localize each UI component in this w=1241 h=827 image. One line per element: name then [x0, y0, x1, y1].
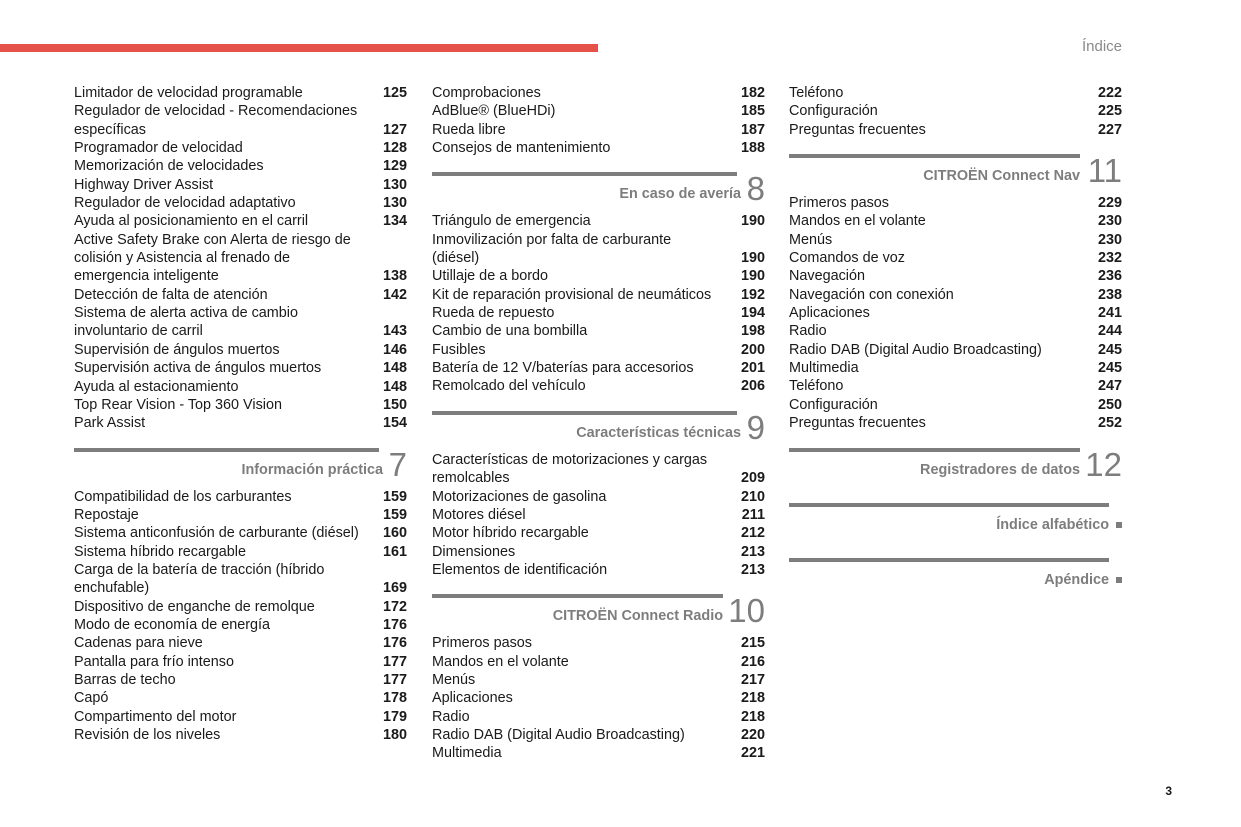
toc-entry-page: 238: [1097, 286, 1122, 303]
toc-entry[interactable]: [432, 84, 765, 102]
toc-entry[interactable]: [432, 653, 765, 671]
section-rule: [789, 558, 1109, 562]
toc-entry[interactable]: [789, 249, 1122, 267]
toc-entry-page: 177: [382, 653, 407, 670]
toc-entry-page: 217: [740, 671, 765, 688]
toc-entry-page: 128: [382, 140, 407, 157]
toc-entry-page: 192: [740, 286, 765, 303]
toc-entry[interactable]: [74, 561, 407, 598]
toc-entry-title: Motores diésel: [432, 506, 526, 523]
toc-entry[interactable]: [74, 341, 407, 359]
square-bullet-icon: [1116, 522, 1122, 528]
toc-entry[interactable]: [74, 194, 407, 212]
toc-entry[interactable]: [432, 506, 765, 524]
toc-entry[interactable]: [74, 634, 407, 652]
toc-entry[interactable]: [74, 598, 407, 616]
toc-entry[interactable]: [789, 341, 1122, 359]
toc-entry-title: Elementos de identificación: [432, 561, 608, 578]
toc-entry-title: Revisión de los niveles: [74, 727, 221, 743]
toc-entry-title: Capó: [74, 690, 109, 707]
section-rule: [789, 154, 1080, 158]
section-rule: [432, 411, 737, 415]
toc-entry[interactable]: [789, 396, 1122, 414]
toc-entry-page: 190: [740, 250, 765, 267]
toc-entry-title: Park Assist: [74, 415, 146, 432]
toc-entry-page: 159: [382, 488, 407, 505]
toc-entry-page: 216: [740, 653, 765, 670]
toc-entry[interactable]: [432, 689, 765, 707]
toc-entry[interactable]: [432, 359, 765, 377]
toc-entry[interactable]: [789, 84, 1122, 102]
toc-entry-title: Navegación con conexión: [789, 286, 954, 303]
toc-entry[interactable]: [74, 524, 407, 542]
toc-entry[interactable]: [74, 176, 407, 194]
toc-entry-title: Repostaje: [74, 506, 139, 523]
section-number: 11: [1087, 152, 1122, 190]
section-number: 12: [1085, 445, 1122, 483]
toc-list: [789, 194, 1122, 432]
section-header-7[interactable]: [74, 433, 407, 488]
toc-entry-page: 245: [1097, 341, 1122, 358]
toc-entry-title: Teléfono: [789, 378, 844, 395]
section-title[interactable]: En caso de avería: [619, 186, 741, 203]
toc-entry[interactable]: [432, 267, 765, 285]
toc-entry-title: Sistema anticonfusión de carburante (diésel): [74, 525, 359, 542]
toc-entry-title: Rueda de repuesto: [432, 305, 555, 322]
toc-entry-page: 194: [740, 305, 765, 322]
toc-entry-page: 222: [1097, 85, 1122, 101]
toc-entry[interactable]: [74, 414, 407, 432]
toc-entry[interactable]: [74, 653, 407, 671]
toc-list: [74, 488, 407, 745]
toc-entry-title: Multimedia: [789, 360, 859, 377]
toc-entry-page: 201: [740, 360, 765, 377]
toc-list: [789, 84, 1122, 139]
toc-entry-page: 129: [382, 158, 407, 175]
toc-column-1: [74, 84, 407, 744]
toc-entry[interactable]: [74, 304, 407, 341]
toc-entry-title: Sistema de alerta activa de cambio involuntario de carril: [74, 305, 298, 340]
toc-entry-title: Preguntas frecuentes: [789, 121, 926, 138]
toc-entry[interactable]: [432, 543, 765, 561]
toc-entry-title: Remolcado del vehículo: [432, 378, 586, 395]
toc-entry-title: Primeros pasos: [789, 195, 889, 212]
toc-entry-title: Rueda libre: [432, 121, 506, 138]
toc-entry-page: 209: [740, 470, 765, 487]
toc-entry[interactable]: [432, 708, 765, 726]
toc-entry-page: 218: [740, 690, 765, 707]
section-number: 9: [746, 408, 765, 446]
section-header-10[interactable]: [432, 579, 765, 634]
toc-entry-page: 160: [382, 525, 407, 542]
toc-entry[interactable]: [789, 322, 1122, 340]
toc-entry[interactable]: [432, 671, 765, 689]
toc-entry-title: Cadenas para nieve: [74, 635, 203, 652]
toc-entry-title: AdBlue® (BlueHDi): [432, 103, 556, 120]
toc-entry[interactable]: [74, 378, 407, 396]
toc-entry-title: Memorización de velocidades: [74, 158, 264, 175]
toc-entry-title: Ayuda al estacionamiento: [74, 378, 239, 395]
toc-entry-page: 187: [740, 121, 765, 138]
section-title[interactable]: Apéndice: [1044, 571, 1109, 588]
toc-entry[interactable]: [432, 341, 765, 359]
toc-entry[interactable]: [432, 304, 765, 322]
section-rule: [789, 448, 1080, 452]
section-number: 10: [728, 592, 765, 630]
toc-entry-page: 252: [1097, 415, 1122, 432]
section-number: 7: [388, 445, 407, 483]
toc-entry-title: Navegación: [789, 268, 866, 285]
square-bullet-icon: [1116, 577, 1122, 583]
toc-entry-page: 227: [1097, 121, 1122, 138]
toc-entry-page: 178: [382, 690, 407, 707]
toc-entry-page: 172: [382, 598, 407, 615]
toc-entry-page: 150: [382, 396, 407, 413]
toc-entry[interactable]: [74, 139, 407, 157]
toc-entry-title: Aplicaciones: [789, 305, 870, 322]
toc-entry-page: 182: [740, 85, 765, 101]
toc-entry-page: 229: [1097, 195, 1122, 212]
toc-entry-page: 221: [740, 745, 765, 762]
toc-entry-title: Triángulo de emergencia: [432, 213, 591, 230]
toc-entry[interactable]: [432, 102, 765, 120]
toc-entry[interactable]: [432, 451, 765, 488]
toc-entry-title: Barras de techo: [74, 671, 176, 688]
toc-list: [432, 634, 765, 762]
toc-entry-page: 244: [1097, 323, 1122, 340]
toc-entry-title: Batería de 12 V/baterías para accesorios: [432, 360, 694, 377]
section-title[interactable]: Características técnicas: [576, 424, 741, 441]
toc-entry-title: Comprobaciones: [432, 85, 541, 101]
toc-entry[interactable]: [74, 506, 407, 524]
section-rule: [789, 503, 1109, 507]
toc-entry-title: Fusibles: [432, 341, 486, 358]
toc-entry-page: 247: [1097, 378, 1122, 395]
toc-entry-title: Inmovilización por falta de carburante (diésel): [432, 231, 672, 267]
toc-entry-title: Supervisión de ángulos muertos: [74, 341, 280, 358]
toc-entry-page: 146: [382, 341, 407, 358]
toc-entry-title: Regulador de velocidad - Recomendaciones específicas: [74, 103, 358, 138]
toc-entry-page: 130: [382, 195, 407, 212]
toc-entry-page: 190: [740, 268, 765, 285]
toc-entry[interactable]: [74, 231, 407, 286]
toc-list: [432, 212, 765, 395]
toc-entry-title: Detección de falta de atención: [74, 286, 268, 303]
toc-entry-page: 130: [382, 176, 407, 193]
toc-entry-page: 179: [382, 708, 407, 725]
toc-entry-title: Pantalla para frío intenso: [74, 653, 234, 670]
toc-entry[interactable]: [789, 267, 1122, 285]
toc-entry-title: Radio: [432, 708, 470, 725]
toc-entry-title: Radio: [789, 323, 827, 340]
toc-entry-title: Radio DAB (Digital Audio Broadcasting): [789, 341, 1042, 358]
section-rule: [74, 448, 379, 452]
toc-entry-page: 138: [382, 268, 407, 285]
toc-entry-title: Preguntas frecuentes: [789, 415, 926, 432]
section-rule: [432, 594, 723, 598]
toc-entry-title: Dispositivo de enganche de remolque: [74, 598, 315, 615]
toc-entry-title: Mandos en el volante: [432, 653, 569, 670]
toc-entry-page: 198: [740, 323, 765, 340]
toc-entry-title: Utillaje de a bordo: [432, 268, 548, 285]
toc-entry[interactable]: [74, 212, 407, 230]
toc-entry-title: Kit de reparación provisional de neumáticos: [432, 286, 712, 303]
toc-entry-page: 148: [382, 360, 407, 377]
toc-entry[interactable]: [74, 616, 407, 634]
toc-entry-page: 236: [1097, 268, 1122, 285]
toc-entry-page: 232: [1097, 250, 1122, 267]
section-title[interactable]: Información práctica: [241, 461, 383, 478]
toc-entry[interactable]: [432, 634, 765, 652]
toc-entry-title: Modo de economía de energía: [74, 616, 271, 633]
toc-entry-title: Active Safety Brake con Alerta de riesgo de colisión y Asistencia al frenado de emergencia inteligente: [74, 231, 351, 285]
toc-entry-title: Sistema híbrido recargable: [74, 543, 246, 560]
toc-entry-page: 230: [1097, 231, 1122, 248]
toc-entry[interactable]: [789, 231, 1122, 249]
header-accent-bar: [0, 44, 598, 52]
toc-entry-page: 230: [1097, 213, 1122, 230]
toc-entry-page: 213: [740, 561, 765, 578]
toc-entry[interactable]: [432, 744, 765, 762]
toc-entry[interactable]: [74, 543, 407, 561]
toc-entry[interactable]: [74, 396, 407, 414]
toc-entry-page: 245: [1097, 360, 1122, 377]
section-title[interactable]: CITROËN Connect Radio: [552, 608, 723, 625]
toc-entry[interactable]: [432, 121, 765, 139]
section-number: 8: [746, 170, 765, 208]
toc-entry-title: Carga de la batería de tracción (híbrido enchufable): [74, 561, 325, 597]
toc-entry-title: Primeros pasos: [432, 635, 532, 652]
toc-entry[interactable]: [74, 157, 407, 175]
section-rule: [432, 172, 737, 176]
toc-entry-page: 159: [382, 506, 407, 523]
toc-entry-page: 176: [382, 635, 407, 652]
toc-entry[interactable]: [432, 488, 765, 506]
toc-list: [74, 84, 407, 433]
toc-entry-page: 188: [740, 140, 765, 157]
toc-entry-page: 161: [382, 543, 407, 560]
toc-entry[interactable]: [74, 488, 407, 506]
toc-entry-page: 210: [740, 488, 765, 505]
toc-entry-page: 241: [1097, 305, 1122, 322]
toc-entry[interactable]: [74, 671, 407, 689]
toc-entry-page: 225: [1097, 103, 1122, 120]
toc-list: [432, 84, 765, 157]
section-header-9[interactable]: [432, 396, 765, 451]
toc-entry[interactable]: [789, 377, 1122, 395]
toc-entry-title: Teléfono: [789, 85, 844, 101]
toc-entry-page: 177: [382, 671, 407, 688]
toc-entry[interactable]: [432, 524, 765, 542]
toc-entry[interactable]: [74, 689, 407, 707]
toc-entry[interactable]: [432, 726, 765, 744]
toc-entry[interactable]: [74, 359, 407, 377]
toc-entry-page: 143: [382, 323, 407, 340]
toc-entry[interactable]: [74, 708, 407, 726]
toc-entry-page: 169: [382, 580, 407, 597]
toc-entry-title: Aplicaciones: [432, 690, 513, 707]
toc-entry-page: 154: [382, 415, 407, 432]
toc-entry-title: Top Rear Vision - Top 360 Vision: [74, 396, 282, 413]
toc-entry[interactable]: [74, 726, 407, 744]
toc-column-2: [432, 84, 765, 763]
toc-entry-title: Mandos en el volante: [789, 213, 926, 230]
toc-entry-page: 250: [1097, 396, 1122, 413]
toc-entry[interactable]: [432, 322, 765, 340]
toc-list: [432, 451, 765, 579]
toc-entry-title: Dimensiones: [432, 543, 516, 560]
toc-entry-title: Limitador de velocidad programable: [74, 85, 303, 101]
toc-entry-title: Configuración: [789, 396, 878, 413]
toc-entry[interactable]: [789, 304, 1122, 322]
section-header-11[interactable]: [789, 139, 1122, 194]
page-title: Índice: [1081, 38, 1122, 55]
toc-entry[interactable]: [789, 194, 1122, 212]
toc-entry-title: Compartimento del motor: [74, 708, 237, 725]
toc-entry-page: 125: [382, 85, 407, 101]
page-number: 3: [1165, 784, 1172, 798]
toc-entry[interactable]: [74, 84, 407, 102]
toc-entry-title: Motorizaciones de gasolina: [432, 488, 607, 505]
toc-entry[interactable]: [432, 212, 765, 230]
section-title[interactable]: CITROËN Connect Nav: [923, 168, 1080, 185]
toc-entry-title: Consejos de mantenimiento: [432, 140, 611, 157]
toc-entry-title: Multimedia: [432, 745, 502, 762]
section-title[interactable]: Registradores de datos: [920, 461, 1080, 478]
toc-entry-title: Highway Driver Assist: [74, 176, 214, 193]
toc-entry-title: Motor híbrido recargable: [432, 525, 589, 542]
toc-entry[interactable]: [432, 377, 765, 395]
toc-entry-page: 212: [740, 525, 765, 542]
toc-entry-page: 127: [382, 121, 407, 138]
toc-entry-page: 213: [740, 543, 765, 560]
toc-entry-page: 180: [382, 727, 407, 743]
toc-column-3: [789, 84, 1122, 598]
toc-entry[interactable]: [432, 139, 765, 157]
toc-entry-title: Menús: [789, 231, 833, 248]
toc-entry[interactable]: [432, 231, 765, 268]
section-header-8[interactable]: [432, 157, 765, 212]
toc-entry[interactable]: [74, 102, 407, 139]
toc-entry-page: 211: [741, 506, 765, 523]
toc-entry-page: 220: [740, 726, 765, 743]
toc-entry[interactable]: [789, 102, 1122, 120]
toc-entry-title: Compatibilidad de los carburantes: [74, 488, 292, 505]
toc-entry[interactable]: [789, 286, 1122, 304]
toc-entry[interactable]: [789, 359, 1122, 377]
toc-entry-page: 215: [740, 635, 765, 652]
toc-entry-title: Radio DAB (Digital Audio Broadcasting): [432, 726, 685, 743]
section-header-appendix[interactable]: [789, 543, 1122, 598]
toc-entry-page: 190: [740, 213, 765, 230]
toc-entry-page: 176: [382, 616, 407, 633]
toc-entry[interactable]: [789, 121, 1122, 139]
toc-entry-page: 185: [740, 103, 765, 120]
toc-entry-title: Regulador de velocidad adaptativo: [74, 195, 296, 212]
toc-entry[interactable]: [789, 212, 1122, 230]
toc-entry-page: 142: [382, 286, 407, 303]
toc-entry-title: Comandos de voz: [789, 250, 905, 267]
toc-entry[interactable]: [74, 286, 407, 304]
toc-entry-page: 218: [740, 708, 765, 725]
toc-entry-page: 134: [382, 213, 407, 230]
toc-entry-title: Cambio de una bombilla: [432, 323, 588, 340]
toc-entry-title: Programador de velocidad: [74, 140, 243, 157]
toc-entry-title: Ayuda al posicionamiento en el carril: [74, 213, 309, 230]
toc-entry-page: 148: [382, 378, 407, 395]
toc-entry-title: Menús: [432, 671, 476, 688]
section-header-index-alpha[interactable]: [789, 488, 1122, 543]
toc-entry-page: 200: [740, 341, 765, 358]
toc-entry-title: Supervisión activa de ángulos muertos: [74, 360, 322, 377]
section-header-12[interactable]: [789, 433, 1122, 488]
toc-entry[interactable]: [432, 286, 765, 304]
section-title[interactable]: Índice alfabético: [996, 516, 1109, 533]
toc-entry[interactable]: [432, 561, 765, 579]
toc-entry-page: 206: [740, 378, 765, 395]
toc-entry[interactable]: [789, 414, 1122, 432]
toc-entry-title: Configuración: [789, 103, 878, 120]
toc-entry-title: Características de motorizaciones y cargas remolcables: [432, 451, 708, 487]
